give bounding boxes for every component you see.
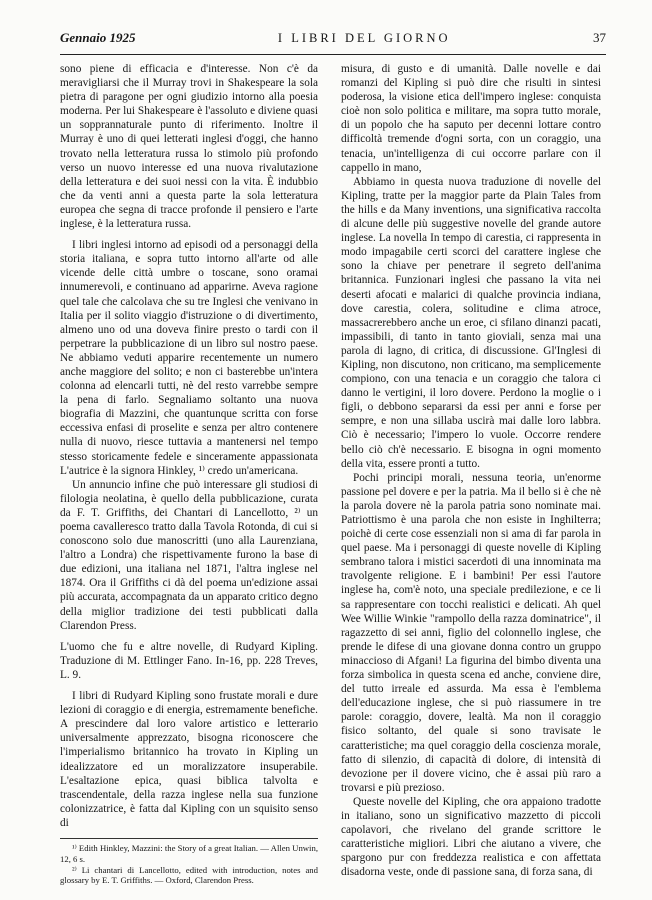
- journal-title: I LIBRI DEL GIORNO: [277, 31, 451, 45]
- paragraph: sono piene di efficacia e d'interesse. Non c'è da meravigliarsi che il Murray trovi in Shakespeare la sola pietra di paragone per ogni giudizio intorno alla poesia moderna. Per lui Shakespeare è l'assoluto e diviene quasi un sopprannaturale punto di riferimento. Inoltre il Murray è uno di quei letterati inglesi d'oggi, che hanno trovato nella letteratura russa lo stimolo più profondo verso un nuovo interesse ed una nuova rivalutazione della letteratura e dei suoi nessi con la vita. È indubbio che da venti anni a questa parte la sola letteratura europea che segna di tracce profonde il pensiero e l'arte inglese, è la letteratura russa.: [60, 63, 318, 231]
- paragraph: I libri di Rudyard Kipling sono frustate morali e dure lezioni di coraggio e di energia, estremamente benefiche. A prescindere dal loro valore artistico e letterario universalmente apprezzato, bisogna riconoscere che l'imperialismo britannico ha trovato in Kipling un idealizzatore ed un moralizzatore insuperabile. L'esaltazione epica, quasi biblica talvolta e trascendentale, della razza inglese nella sua funzione colonizzatrice, è fatta dal Kipling con un squisito senso di: [60, 690, 318, 829]
- paragraph: Pochi principi morali, nessuna teoria, un'enorme passione pel dovere e per la patria. Ma il bello si è che nè la parola dovere nè la parola patria sono nominate mai. Patriottismo è una parola che non esiste in Inghilterra; poichè di certe cose essenziali non si ama di far parola in quel paese. Ma i personaggi di queste novelle di Kipling sembrano talora i mistici sacerdoti di una innominata ma travolgente religione. E i bambini! Per essi l'autore inglese ha, com'è noto, una speciale predilezione, e ce li sa rappresentare con tocchi realistici e delicati. Ah quel Wee Willie Winkie "rampollo della razza dominatrice", il ragazzetto di sei anni, figlio del colonnello inglese, che prende le difese di una giovane donna contro un gruppo minaccioso di Afgani! La figurina del bimbo diventa una forza simbolica in questa scena ed anche, conviene dire, del tutto irreale ed assurda. Ma essa è l'emblema dell'educazione inglese, che si può riassumere in tre parole: coraggio, dovere, lealtà. Ma non il coraggio fisico soltanto, del quale si sono travisate le caratteristiche; ma quel coraggio della coscienza morale, fatto di silenzio, di capacità di dolore, di intensità di devozione per il dovere vicino, che è assai più raro a trovarsi e più prezioso.: [341, 471, 601, 794]
- book-review-heading: L'uomo che fu e altre novelle, di Rudyard Kipling. Traduzione di M. Ettlinger Fano. In-16, pp. 228 Treves, L. 9.: [60, 640, 318, 681]
- footnote: ¹⁾ Edith Hinkley, Mazzini: the Story of a great Italian. — Allen Unwin, 12, 6 s.: [60, 842, 318, 864]
- header-rule: [60, 54, 606, 55]
- left-column: [60, 62, 318, 886]
- right-column: [341, 62, 601, 879]
- running-header: [60, 30, 606, 52]
- paragraph: Un annuncio infine che può interessare gli studiosi di filologia neolatina, è quello della pubblicazione, curata da F. T. Griffiths, dei Chantari di Lancellotto, ²⁾ un poema cavalleresco tratto dalla Tavola Rotonda, di cui si conoscono solo due manoscritti (uno alla Laurenziana, l'altro a Londra) che rispettivamente furono la base di due edizioni, una italiana nel 1871, l'altra inglese nel 1874. Ora il Griffiths ci dà del poema un'edizione assai più accurata, accompagnata da un apparato critico degno della miglior tradizione dei testi pubblicati dalla Clarendon Press.: [60, 478, 318, 632]
- paragraph: misura, di gusto e di umanità. Dalle novelle e dai romanzi del Kipling si può dire che risulti in sintesi poderosa, la visione etica dell'impero inglese: conquista cioè non solo politica e militare, ma sopra tutto morale, di un popolo che ha saputo per decenni lottare contro difficoltà tremende d'ogni sorta, con un coraggio, una tenacia, un'intelligenza di cui occorre parlare con il cappello in mano,: [341, 63, 601, 174]
- header-date: Gennaio 1925: [60, 30, 136, 45]
- paragraph: I libri inglesi intorno ad episodi od a personaggi della storia italiana, e sopra tutto intorno all'arte od alle vicende delle città umbre o toscane, sono oramai innumerevoli, e continuano ad apparirne. Aveva ragione quel tale che calcolava che su tre Inglesi che venivano in Italia per il solito viaggio d'istruzione o di divertimento, almeno uno od una doveva finire presto o tardi con il perpetrare la pubblicazione di un libro sul nostro paese. Ne abbiamo veduti apparire recentemente un numero anche maggiore del solito; e non ci basterebbe un'intera colonna ad elencarli tutti, nè del resto varrebbe sempre la pena di farlo. Segnaliamo soltanto una nuova biografia di Mazzini, che quantunque scritta con forse eccessiva enfasi di proselite e senza per altro contenere nulla di nuovo, riesce tuttavia a mantenersi nel tempo stesso storicamente fedele e sinceramente appassionata L'autrice è la signora Hinkley, ¹⁾ credo un'americana.: [60, 239, 318, 477]
- footnote-rule: [60, 838, 318, 839]
- footnote: ²⁾ Li chantari di Lancellotto, edited with introduction, notes and glossary by E. T. Griffiths. — Oxford, Clarendon Press.: [60, 864, 318, 886]
- paragraph: Abbiamo in questa nuova traduzione di novelle del Kipling, tratte per la maggior parte da Plain Tales from the hills e da Many inventions, una significativa raccolta di alcune delle più suggestive novelle del grande autore inglese. La novella In tempo di carestia, ci rappresenta in modo impagabile certi scorci del carattere inglese che sono la chiave per penetrare il segreto dell'anima britannica. Funzionari inglesi che passano la vita nei deserti afocati e malarici di qualche provincia indiana, dove carestia, colera, solitudine e clima atroce, massacrerebbero anche un eroe, ci sfilano dinanzi pacati, impassibili, di tanto in tanto gioviali, senza mai una parola di lagno, di critica, di discussione. Gl'Inglesi di Kipling, non discutono, non criticano, ma semplicemente compiono, con una tenacia e un coraggio che talora ci danno le vertigini, il loro dovere. Perdono la moglie o i figli, o debbono separarsi da essi per anni e forse per sempre, e non una sillaba uscirà mai dalle loro labbra. Ciò è necessario; l'impero lo vuole. Occorre rendere bello ciò ch'è necessario. E bisogna in ogni momento della vita, essere pronti a tutto.: [341, 175, 601, 470]
- page-number: 37: [592, 30, 606, 45]
- paragraph: Queste novelle del Kipling, che ora appaiono tradotte in italiano, sono un significativo mazzetto di piccoli capolavori, che rivelano del grande scrittore le caratteristiche migliori. Libri che aiutano a vivere, che spargono pur con freddezza realistica e con affettata disadorna veste, onde di passione sana, di forza sana, di: [341, 795, 601, 879]
